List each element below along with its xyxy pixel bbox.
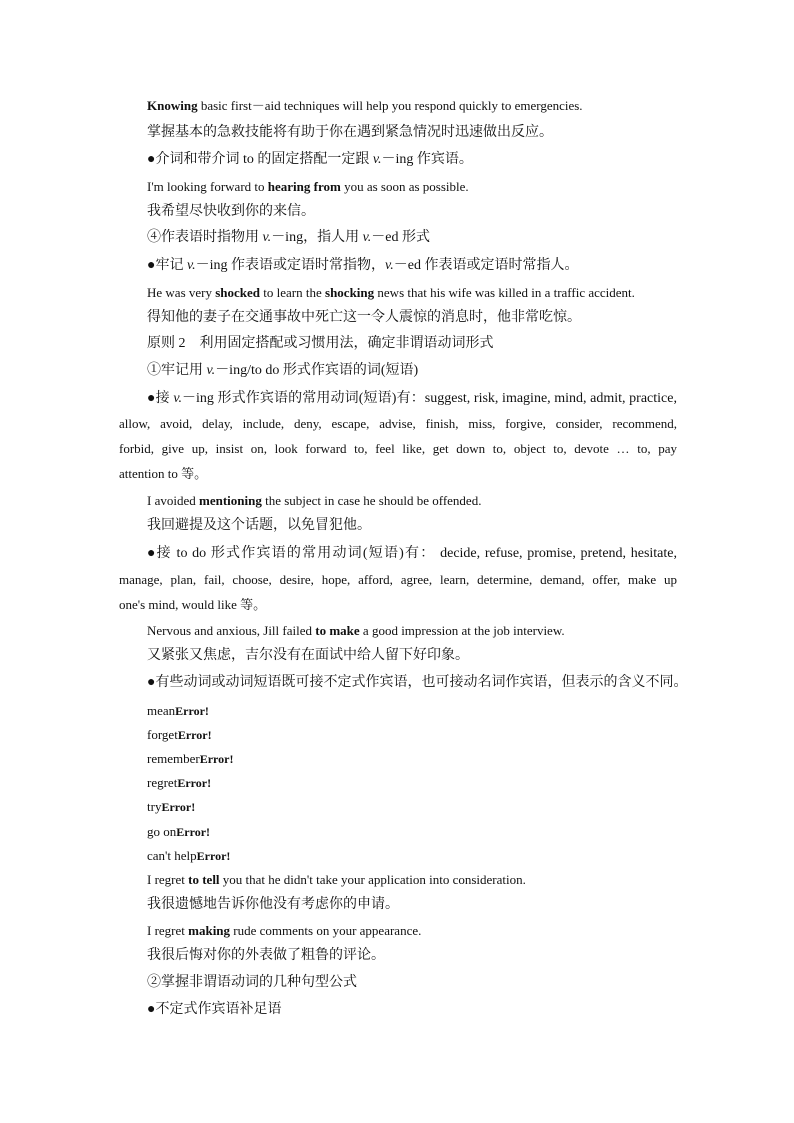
translation: 我回避提及这个话题，以免冒犯他。 xyxy=(147,518,371,533)
example-sentence: He was very shocked to learn the shocking news that his wife was killed in a traffic accident. xyxy=(147,285,635,300)
example-sentence: I regret to tell you that he didn't take your application into consideration. xyxy=(147,872,526,887)
translation: 掌握基本的急救技能将有助于你在遇到紧急情况时迅速做出反应。 xyxy=(147,125,553,140)
translation: 我很遗憾地告诉你他没有考虑你的申请。 xyxy=(147,897,399,912)
verb-list: attention to 等。 xyxy=(119,466,208,481)
verb-list: one's mind, would like 等。 xyxy=(119,597,267,612)
verb-item-remember: rememberError! xyxy=(147,751,234,766)
example-sentence: I'm looking forward to hearing from you as soon as possible. xyxy=(147,179,469,194)
verb-item-regret: regretError! xyxy=(147,775,212,790)
translation: 又紧张又焦虑，吉尔没有在面试中给人留下好印象。 xyxy=(147,648,469,663)
verb-item-forget: forgetError! xyxy=(147,727,212,742)
rule-heading: ①牢记用 v.－ing/to do 形式作宾语的词(短语) xyxy=(147,363,419,378)
example-sentence: I avoided mentioning the subject in case he should be offended. xyxy=(147,493,482,508)
rule-bullet: ●接 v.－ing 形式作宾语的常用动词(短语)有：suggest, risk, imagine, mind, admit, practice, xyxy=(147,391,677,406)
verb-item-mean: meanError! xyxy=(147,703,209,718)
rule-bullet: ●接 to do 形式作宾语的常用动词(短语)有： decide, refuse, promise, pretend, hesitate, xyxy=(147,546,677,561)
translation: 我希望尽快收到你的来信。 xyxy=(147,204,315,219)
verb-list: forbid, give up, insist on, look forward to, feel like, get down to, object to, devote … to, pay xyxy=(119,441,677,456)
principle-heading: 原则 2 利用固定搭配或习惯用法，确定非谓语动词形式 xyxy=(147,336,494,351)
verb-list: manage, plan, fail, choose, desire, hope, afford, agree, learn, determine, demand, offer, make up xyxy=(119,572,677,587)
verb-list: allow, avoid, delay, include, deny, escape, advise, finish, miss, forgive, consider, recommend, xyxy=(119,416,677,431)
example-sentence: Nervous and anxious, Jill failed to make a good impression at the job interview. xyxy=(147,623,565,638)
translation: 得知他的妻子在交通事故中死亡这一令人震惊的消息时，他非常吃惊。 xyxy=(147,310,581,325)
rule-bullet: ●不定式作宾语补足语 xyxy=(147,1002,282,1017)
verb-item-try: tryError! xyxy=(147,799,196,814)
verb-item-cant-help: can't helpError! xyxy=(147,848,231,863)
example-sentence: I regret making rude comments on your appearance. xyxy=(147,923,422,938)
verb-item-go-on: go onError! xyxy=(147,824,211,839)
rule-heading: ④作表语时指物用 v.－ing，指人用 v.－ed 形式 xyxy=(147,230,430,245)
rule-bullet: ●牢记 v.－ing 作表语或定语时常指物，v.－ed 作表语或定语时常指人。 xyxy=(147,258,579,273)
rule-bullet: ●有些动词或动词短语既可接不定式作宾语，也可接动名词作宾语，但表示的含义不同。 xyxy=(147,675,688,690)
example-sentence: Knowing basic first－aid techniques will help you respond quickly to emergencies. xyxy=(147,98,583,113)
rule-heading: ②掌握非谓语动词的几种句型公式 xyxy=(147,975,357,990)
translation: 我很后悔对你的外表做了粗鲁的评论。 xyxy=(147,948,385,963)
rule-bullet: ●介词和带介词 to 的固定搭配一定跟 v.－ing 作宾语。 xyxy=(147,152,473,167)
